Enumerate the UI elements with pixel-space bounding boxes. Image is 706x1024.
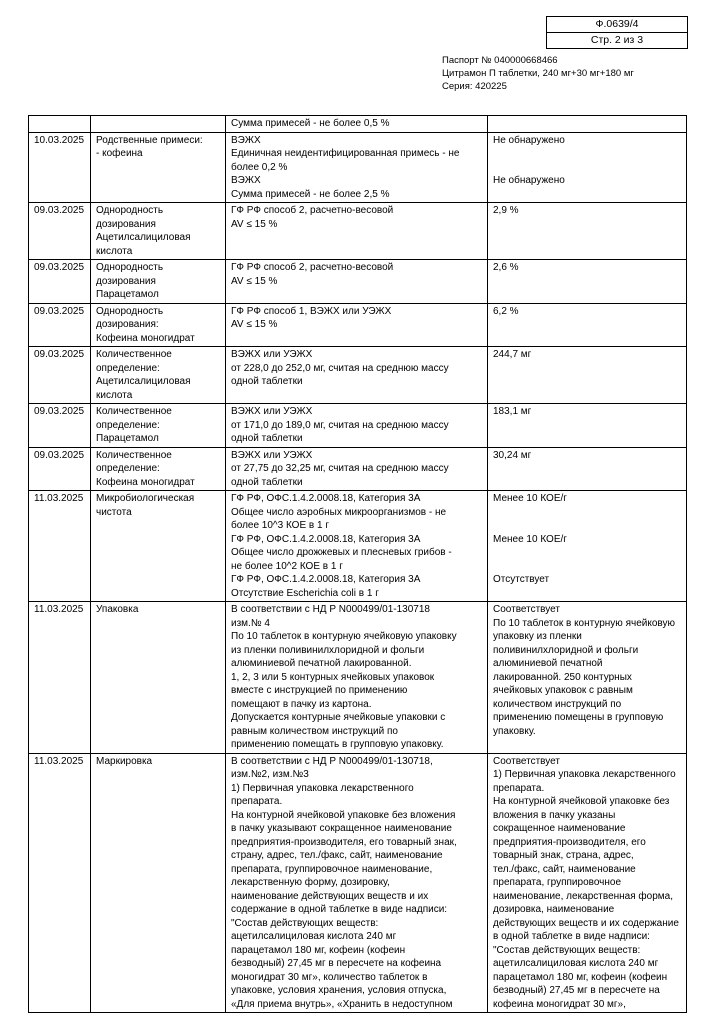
text-line: помещают в пачку из картона.: [231, 698, 372, 710]
method-cell: [226, 347, 488, 404]
text-line: вложения в пачку указаны: [493, 809, 616, 821]
text-line: предприятия-производителя, его: [493, 836, 646, 848]
text-line: дозирования:: [96, 319, 159, 330]
text-line: алюминиевой печатной лакированной.: [231, 658, 412, 669]
table-row: [29, 116, 687, 133]
text-line: Родственные примеси:: [96, 134, 203, 146]
text-line: количеством инструкций по: [493, 698, 622, 710]
text-line: парацетамол 180 мг, кофеин (кофеин: [493, 971, 668, 983]
page-number: Стр. 2 из 3: [590, 34, 644, 46]
test-name-cell: [91, 260, 226, 304]
text-line: 30,24 мг: [493, 449, 532, 461]
text-line: 1) Первичная упаковка лекарственного: [231, 782, 414, 794]
text-line: изм.№ 4: [231, 617, 270, 629]
text-line: кислота: [96, 245, 133, 257]
date-cell: [29, 116, 91, 133]
text-line: действующих веществ и их содержание: [493, 917, 679, 929]
text-line: парацетамол 180 мг, кофеин (кофеин: [231, 944, 406, 956]
product-name: Цитрамон П таблетки, 240 мг+30 мг+180 мг: [442, 67, 634, 79]
text-line: страну, адрес, тел./факс, сайт, наименование: [231, 850, 443, 861]
text-line: из пленки поливинилхлоридной и фольги: [231, 644, 425, 656]
test-name-cell: [91, 132, 226, 203]
text-line: Общее число аэробных микроорганизмов - не: [231, 506, 447, 518]
text-line: ВЭЖХ: [231, 175, 261, 186]
result-cell: [488, 491, 687, 602]
text-line: ацетилсалициловая кислота 240 мг: [231, 931, 397, 942]
text-line: ячейковых упаковок с равным: [493, 685, 633, 696]
text-line: На контурной ячейковой упаковке без вложения: [231, 809, 456, 821]
result-cell: [488, 303, 687, 347]
series-number: Серия: 420225: [442, 80, 507, 92]
result-cell: [488, 203, 687, 260]
text-line: тел./факс, сайт, наименование: [493, 863, 636, 875]
text-line: По 10 таблеток в контурную ячейковую упаковку: [231, 631, 457, 642]
text-line: от 171,0 до 189,0 мг, считая на среднюю массу: [231, 419, 449, 431]
text-line: 09.03.2025: [34, 449, 85, 461]
text-line: Не обнаружено: [493, 134, 565, 146]
method-cell: [226, 602, 488, 754]
text-line: Кофеина моногидрат: [96, 476, 195, 488]
text-line: товарный знак, страна, адрес,: [493, 850, 634, 861]
text-line: алюминиевой печатной: [493, 658, 603, 669]
date-cell: [29, 447, 91, 491]
text-line: "Состав действующих веществ:: [231, 917, 379, 929]
text-line: 09.03.2025: [34, 205, 85, 216]
text-line: Соответствует: [493, 604, 560, 615]
text-line: Ацетилсалициловая: [96, 232, 191, 243]
text-line: 6,2 %: [493, 305, 519, 317]
text-line: Микробиологическая: [96, 493, 195, 504]
text-line: Единичная неидентифицированная примесь - не: [231, 148, 460, 159]
text-line: AV ≤ 15 %: [231, 319, 278, 330]
text-line: ГФ РФ способ 1, ВЭЖХ или УЭЖХ: [231, 305, 392, 317]
text-line: - кофеина: [96, 148, 143, 159]
method-cell: [226, 203, 488, 260]
text-line: более 0,2 %: [231, 161, 288, 173]
results-table-body: [29, 116, 687, 1013]
text-line: лекарственную форму, дозировку,: [231, 877, 390, 888]
text-line: «Для приема внутрь», «Хранить в недоступном: [231, 998, 453, 1010]
method-cell: [226, 132, 488, 203]
text-line: ГФ РФ, ОФС.1.4.2.0008.18, Категория 3А: [231, 574, 421, 585]
text-line: от 228,0 до 252,0 мг, считая на среднюю массу: [231, 362, 449, 374]
text-line: 10.03.2025: [34, 134, 85, 146]
method-cell: [226, 116, 488, 133]
text-line: 09.03.2025: [34, 305, 85, 317]
text-line: Сумма примесей - не более 0,5 %: [231, 118, 390, 129]
table-row: [29, 491, 687, 602]
date-cell: [29, 303, 91, 347]
text-line: безводный) 27,45 мг в пересчете на: [493, 985, 660, 996]
text-line: 1, 2, 3 или 5 контурных ячейковых упаковок: [231, 671, 435, 683]
result-cell: [488, 132, 687, 203]
text-line: [493, 161, 682, 175]
text-line: Упаковка: [96, 604, 139, 615]
text-line: Количественное: [96, 406, 172, 417]
text-line: от 27,75 до 32,25 мг, считая на среднюю массу: [231, 463, 449, 474]
text-line: 183,1 мг: [493, 406, 532, 417]
text-line: препарата, группировочное наименование,: [231, 863, 433, 875]
text-line: Сумма примесей - не более 2,5 %: [231, 188, 390, 200]
result-cell: [488, 404, 687, 448]
method-cell: [226, 491, 488, 602]
text-line: поливинилхлоридной и фольги: [493, 644, 639, 656]
text-line: более 10^3 КОЕ в 1 г: [231, 520, 329, 531]
method-cell: [226, 753, 488, 1013]
method-cell: [226, 260, 488, 304]
test-name-cell: [91, 602, 226, 754]
text-line: [493, 546, 682, 560]
text-line: ГФ РФ, ОФС.1.4.2.0008.18, Категория 3А: [231, 533, 421, 545]
table-row: [29, 303, 687, 347]
text-line: дозирования: [96, 275, 156, 287]
text-line: 11.03.2025: [34, 493, 84, 504]
text-line: одной таблетки: [231, 476, 303, 488]
text-line: не более 10^2 КОЕ в 1 г: [231, 560, 343, 572]
text-line: [493, 519, 682, 533]
text-line: ВЭЖХ или УЭЖХ: [231, 406, 313, 417]
document-header: [442, 55, 634, 93]
date-cell: [29, 347, 91, 404]
text-line: 09.03.2025: [34, 406, 85, 417]
text-line: в пачку указывают сокращенное наименование: [231, 823, 452, 834]
test-name-cell: [91, 203, 226, 260]
text-line: [493, 147, 682, 161]
test-name-cell: [91, 347, 226, 404]
results-table: [28, 115, 687, 1013]
form-code-box: [546, 16, 688, 49]
date-cell: [29, 491, 91, 602]
table-row: [29, 447, 687, 491]
text-line: 2,6 %: [493, 262, 519, 273]
result-cell: [488, 260, 687, 304]
test-name-cell: [91, 491, 226, 602]
result-cell: [488, 602, 687, 754]
result-cell: [488, 753, 687, 1013]
table-row: [29, 602, 687, 754]
text-line: Общее число дрожжевых и плесневых грибов -: [231, 547, 452, 558]
text-line: 1) Первичная упаковка лекарственного: [493, 769, 676, 780]
text-line: AV ≤ 15 %: [231, 218, 278, 230]
text-line: Менее 10 КОЕ/г: [493, 493, 567, 504]
text-line: содержание в одной таблетке в виде надписи:: [231, 904, 448, 915]
result-cell: [488, 347, 687, 404]
text-line: 09.03.2025: [34, 349, 85, 360]
date-cell: [29, 404, 91, 448]
text-line: моногидрат 30 мг», количество таблеток в: [231, 971, 428, 983]
table-row: [29, 260, 687, 304]
text-line: кислота: [96, 389, 133, 401]
text-line: одной таблетки: [231, 376, 303, 387]
text-line: предприятия-производителя, его товарный знак,: [231, 836, 457, 848]
text-line: По 10 таблеток в контурную ячейковую: [493, 617, 676, 629]
text-line: ВЭЖХ: [231, 134, 261, 146]
table-row: [29, 347, 687, 404]
text-line: в одной таблетке в виде надписи:: [493, 931, 650, 942]
test-name-cell: [91, 116, 226, 133]
text-line: Кофеина моногидрат: [96, 332, 195, 344]
text-line: сокращенное наименование: [493, 823, 626, 834]
text-line: безводный) 27,45 мг в пересчете на кофеина: [231, 958, 442, 969]
text-line: В соответствии с НД Р N000499/01-130718,: [231, 755, 433, 767]
table-row: [29, 753, 687, 1013]
text-line: изм.№2, изм.№3: [231, 769, 309, 780]
text-line: Однородность: [96, 262, 164, 273]
text-line: [493, 560, 682, 574]
table-row: [29, 203, 687, 260]
text-line: ГФ РФ способ 2, расчетно-весовой: [231, 262, 394, 273]
text-line: применению помещать в групповую упаковку.: [231, 739, 444, 750]
text-line: кофеина моногидрат 30 мг»,: [493, 998, 626, 1010]
text-line: препарата.: [231, 796, 283, 807]
text-line: Маркировка: [96, 755, 153, 767]
text-line: Однородность: [96, 305, 164, 317]
result-cell: [488, 116, 687, 133]
text-line: Количественное: [96, 449, 172, 461]
text-line: ВЭЖХ или УЭЖХ: [231, 449, 313, 461]
text-line: упаковке, условия хранения, условия отпуска,: [231, 985, 447, 996]
text-line: определение:: [96, 419, 160, 431]
text-line: ГФ РФ, ОФС.1.4.2.0008.18, Категория 3А: [231, 493, 421, 504]
text-line: препарата, группировочное: [493, 877, 622, 888]
text-line: ГФ РФ способ 2, расчетно-весовой: [231, 205, 394, 216]
date-cell: [29, 260, 91, 304]
date-cell: [29, 602, 91, 754]
text-line: 244,7 мг: [493, 349, 532, 360]
text-line: препарата.: [493, 782, 545, 794]
text-line: упаковку из пленки: [493, 631, 582, 642]
result-cell: [488, 447, 687, 491]
text-line: ацетилсалициловая кислота 240 мг: [493, 958, 659, 969]
text-line: 11.03.2025: [34, 755, 84, 767]
text-line: Соответствует: [493, 755, 560, 767]
text-line: равным количеством инструкций по: [231, 725, 398, 737]
text-line: Однородность: [96, 205, 164, 216]
date-cell: [29, 203, 91, 260]
table-row: [29, 404, 687, 448]
text-line: применению помещены в групповую: [493, 712, 664, 723]
text-line: наименование, лекарственная форма,: [493, 890, 673, 902]
text-line: 09.03.2025: [34, 262, 85, 273]
text-line: лакированной. 250 контурных: [493, 671, 632, 683]
text-line: [493, 506, 682, 520]
text-line: Ацетилсалициловая: [96, 376, 191, 387]
form-code: Ф.0639/4: [547, 17, 687, 33]
text-line: определение:: [96, 362, 160, 374]
text-line: В соответствии с НД Р N000499/01-130718: [231, 604, 430, 615]
text-line: 11.03.2025: [34, 604, 84, 615]
test-name-cell: [91, 303, 226, 347]
method-cell: [226, 303, 488, 347]
text-line: ВЭЖХ или УЭЖХ: [231, 349, 313, 360]
text-line: Парацетамол: [96, 289, 159, 300]
text-line: определение:: [96, 463, 160, 474]
text-line: упаковку.: [493, 725, 536, 737]
text-line: чистота: [96, 506, 132, 518]
text-line: дозирования: [96, 218, 156, 230]
table-row: [29, 132, 687, 203]
text-line: вместе с инструкцией по применению: [231, 685, 408, 696]
text-line: Количественное: [96, 349, 172, 360]
text-line: одной таблетки: [231, 433, 303, 444]
text-line: 2,9 %: [493, 205, 519, 216]
date-cell: [29, 132, 91, 203]
text-line: Парацетамол: [96, 433, 159, 444]
test-name-cell: [91, 447, 226, 491]
text-line: Отсутствует: [493, 574, 550, 585]
test-name-cell: [91, 404, 226, 448]
method-cell: [226, 404, 488, 448]
text-line: наименование действующих веществ и их: [231, 890, 429, 902]
test-name-cell: [91, 753, 226, 1013]
method-cell: [226, 447, 488, 491]
text-line: Допускается контурные ячейковые упаковки с: [231, 712, 446, 723]
text-line: Отсутствие Escherichia coli в 1 г: [231, 587, 379, 599]
text-line: Менее 10 КОЕ/г: [493, 533, 567, 545]
text-line: дозировка, наименование: [493, 904, 615, 915]
text-line: "Состав действующих веществ:: [493, 944, 641, 956]
text-line: Не обнаружено: [493, 175, 565, 186]
passport-number: Паспорт № 040000668466: [442, 55, 558, 66]
text-line: На контурной ячейковой упаковке без: [493, 796, 670, 807]
text-line: AV ≤ 15 %: [231, 275, 278, 287]
date-cell: [29, 753, 91, 1013]
